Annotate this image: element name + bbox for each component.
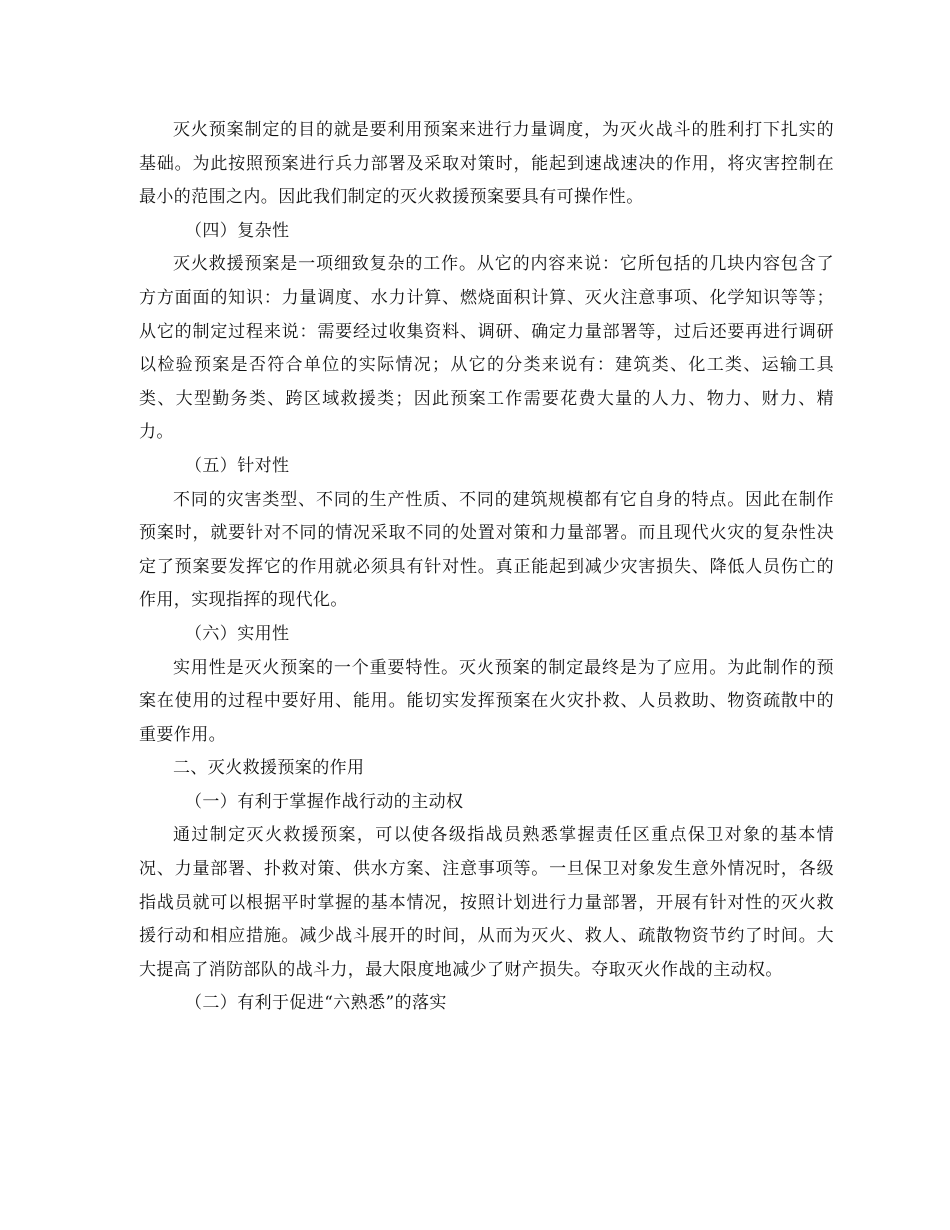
heading-practicality: （六）实用性 — [185, 623, 290, 644]
heading-complexity: （四）复杂性 — [185, 220, 290, 241]
paragraph-complexity: 灭火救援预案是一项细致复杂的工作。从它的内容来说：它所包括的几块内容包含了方方面面的知识：力量调度、水力计算、燃烧面积计算、灭火注意事项、化学知识等等；从它的制定过程来说：需要经过收集资料、调研、确定力量部署等，过后还要再进行调研以检验预案是否符合单位的实际情况；从它的分类来说有：建筑类、化工类、运输工具类、大型勤务类、跨区域救援类；因此预案工作需要花费大量的人力、物力、财力、精力。 — [139, 254, 834, 443]
paragraph-initiative: 通过制定灭火救援预案，可以使各级指战员熟悉掌握责任区重点保卫对象的基本情况、力量部署、扑救对策、供水方案、注意事项等。一旦保卫对象发生意外情况时，各级指战员就可以根据平时掌握的基本情况，按照计划进行力量部署，开展有针对性的灭火救援行动和相应措施。减少战斗展开的时间，从而为灭火、救人、疏散物资节约了时间。大大提高了消防部队的战斗力，最大限度地减少了财产损失。夺取灭火作战的主动权。 — [139, 825, 834, 980]
heading-pertinence: （五）针对性 — [185, 455, 290, 476]
paragraph-operability: 灭火预案制定的目的就是要利用预案来进行力量调度，为灭火战斗的胜利打下扎实的基础。为此按照预案进行兵力部署及采取对策时，能起到速战速决的作用，将灾害控制在最小的范围之内。因此我们制定的灭火救援预案要具有可操作性。 — [139, 120, 834, 208]
section-heading-role: 二、灭火救援预案的作用 — [173, 758, 365, 779]
paragraph-practicality: 实用性是灭火预案的一个重要特性。灭火预案的制定最终是为了应用。为此制作的预案在使用的过程中要好用、能用。能切实发挥预案在火灾扑救、人员救助、物资疏散中的重要作用。 — [139, 657, 834, 745]
document-body — [139, 114, 834, 1021]
paragraph-pertinence: 不同的灾害类型、不同的生产性质、不同的建筑规模都有它自身的特点。因此在制作预案时，就要针对不同的情况采取不同的处置对策和力量部署。而且现代火灾的复杂性决定了预案要发挥它的作用就必须具有针对性。真正能起到减少灾害损失、降低人员伤亡的作用，实现指挥的现代化。 — [139, 489, 834, 611]
heading-six-familiarity: （二）有利于促进“六熟悉”的落实 — [185, 993, 447, 1014]
heading-initiative: （一）有利于掌握作战行动的主动权 — [185, 791, 464, 812]
